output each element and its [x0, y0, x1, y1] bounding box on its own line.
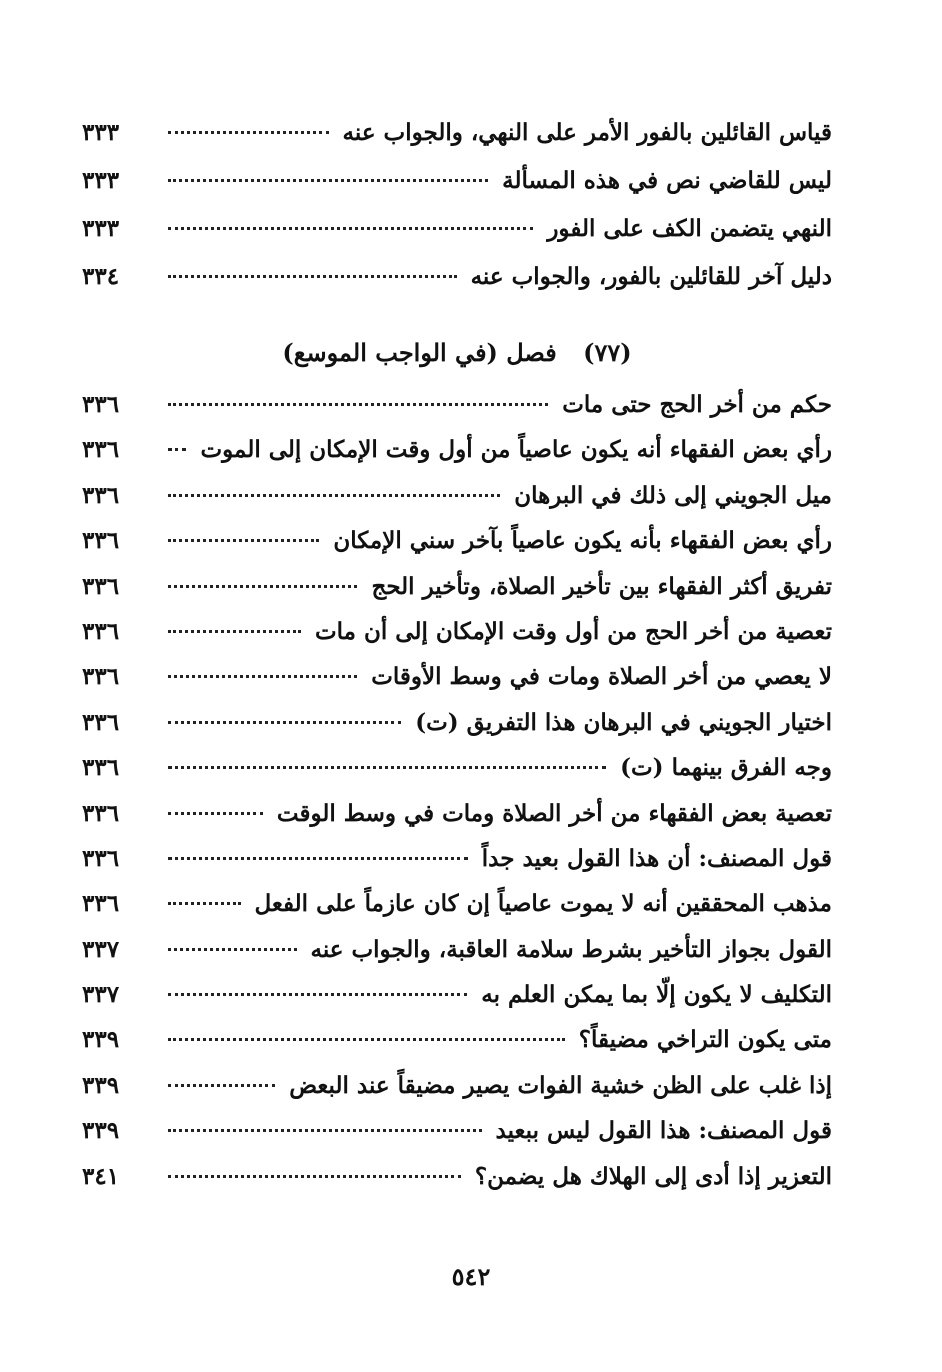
- dot-leader: [168, 585, 357, 588]
- toc-entry: [82, 753, 832, 798]
- toc-entry-page: ٣٣٦: [82, 799, 120, 827]
- dot-leader: [168, 857, 468, 860]
- dot-leader: [168, 275, 457, 278]
- toc-entry-page: ٣٣٣: [82, 119, 120, 146]
- toc-entry-title: حكم من أخر الحج حتى مات: [562, 391, 832, 418]
- toc-entry: [82, 166, 832, 214]
- toc-entry: [82, 214, 832, 262]
- toc-entry-page: ٣٣٦: [82, 391, 120, 418]
- toc-entry-page: ٣٣٦: [82, 527, 120, 555]
- toc-entry: [82, 708, 832, 753]
- toc-entry-title: تعصية من أخر الحج من أول وقت الإمكان إلى أن مات: [315, 617, 832, 645]
- toc-entry-title: رأي بعض الفقهاء بأنه يكون عاصياً بآخر سني الإمكان: [333, 527, 832, 555]
- toc-entry-page: ٣٣٤: [82, 263, 120, 290]
- toc-entry-title: التكليف لا يكون إلّا بما يمكن العلم به: [481, 981, 832, 1009]
- dot-leader: [168, 1129, 482, 1132]
- toc-entry-title: تعصية بعض الفقهاء من أخر الصلاة ومات في وسط الوقت: [276, 799, 832, 827]
- toc-entry: [82, 980, 832, 1025]
- page-number: ٥٤٢: [451, 1262, 491, 1291]
- dot-leader: [168, 721, 401, 724]
- dot-leader: [168, 448, 186, 451]
- toc-entry-title: متى يكون التراخي مضيقاً؟: [578, 1026, 832, 1054]
- toc-entry: [82, 1162, 832, 1207]
- dot-leader: [168, 179, 488, 182]
- toc-entry-page: ٣٣٣: [82, 167, 120, 194]
- dot-leader: [168, 766, 606, 769]
- dot-leader: [168, 403, 548, 406]
- toc-entry: [82, 935, 832, 980]
- toc-entry-page: ٣٣٦: [82, 663, 120, 691]
- section-number: (٧٧): [583, 338, 632, 367]
- toc-entry-page: ٣٣٦: [82, 436, 120, 464]
- toc-entry: [82, 1025, 832, 1070]
- dot-leader: [168, 993, 467, 996]
- dot-leader: [168, 227, 533, 230]
- toc-entry: [82, 526, 832, 571]
- toc-entry: [82, 481, 832, 526]
- toc-entry-title: القول بجواز التأخير بشرط سلامة العاقبة، والجواب عنه: [310, 935, 832, 963]
- toc-entry-title: إذا غلب على الظن خشية الفوات يصير مضيقاً عند البعض: [289, 1071, 832, 1099]
- toc-entry-page: ٣٣٣: [82, 215, 120, 242]
- toc-entry-title: تفريق أكثر الفقهاء بين تأخير الصلاة، وتأخير الحج: [371, 572, 832, 600]
- toc-entry: [82, 617, 832, 662]
- toc-entry-title: لا يعصي من أخر الصلاة ومات في وسط الأوقات: [371, 663, 832, 691]
- toc-entry-title: رأي بعض الفقهاء أنه يكون عاصياً من أول وقت الإمكان إلى الموت: [200, 436, 832, 464]
- toc-entry-page: ٣٣٦: [82, 481, 120, 509]
- dot-leader: [168, 675, 357, 678]
- dot-leader: [168, 948, 297, 951]
- toc-entry: [82, 118, 832, 166]
- toc-entry-title: التعزير إذا أدى إلى الهلاك هل يضمن؟: [474, 1162, 832, 1190]
- toc-entry-title: دليل آخر للقائلين بالفور، والجواب عنه: [470, 263, 832, 290]
- toc-entry-page: ٣٣٩: [82, 1026, 120, 1054]
- toc-entry-page: ٣٣٦: [82, 617, 120, 645]
- toc-entry: [82, 799, 832, 844]
- toc-entry-title: قول المصنف: أن هذا القول بعيد جداً: [481, 844, 832, 872]
- toc-entry-title: قياس القائلين بالفور الأمر على النهي، والجواب عنه: [342, 119, 832, 146]
- toc-entry: [82, 662, 832, 707]
- dot-leader: [168, 1084, 275, 1087]
- dot-leader: [168, 494, 500, 497]
- toc-entry: [82, 435, 832, 480]
- dot-leader: [168, 630, 301, 633]
- toc-entry-page: ٣٣٧: [82, 981, 120, 1009]
- dot-leader: [168, 812, 263, 815]
- toc-block-top: [82, 118, 832, 310]
- toc-entry: [82, 844, 832, 889]
- toc-entry-title: ليس للقاضي نص في هذه المسألة: [502, 167, 832, 194]
- toc-entry-page: ٣٣٦: [82, 708, 120, 736]
- toc-entry-page: ٣٣٧: [82, 935, 120, 963]
- toc-entry-page: ٣٣٦: [82, 890, 120, 918]
- toc-entry-page: ٣٣٦: [82, 754, 120, 782]
- section-heading: [82, 338, 832, 367]
- toc-entry-page: ٣٣٩: [82, 1071, 120, 1099]
- toc-entry-page: ٣٣٩: [82, 1117, 120, 1145]
- toc-entry-title: النهي يتضمن الكف على الفور: [547, 215, 832, 242]
- toc-entry-page: ٣٣٦: [82, 572, 120, 600]
- toc-entry: [82, 889, 832, 934]
- toc-entry-title: اختيار الجويني في البرهان هذا التفريق (ت): [415, 708, 832, 736]
- dot-leader: [168, 902, 241, 905]
- dot-leader: [168, 1038, 565, 1041]
- dot-leader: [168, 131, 329, 134]
- section-title: فصل (في الواجب الموسع): [282, 338, 557, 367]
- toc-entry: [82, 390, 832, 435]
- dot-leader: [168, 539, 319, 542]
- toc-entry-title: مذهب المحققين أنه لا يموت عاصياً إن كان عازماً على الفعل: [254, 890, 832, 918]
- toc-entry-title: ميل الجويني إلى ذلك في البرهان: [514, 481, 832, 509]
- toc-entry-title: وجه الفرق بينهما (ت): [620, 754, 832, 782]
- toc-entry: [82, 572, 832, 617]
- toc-entry-page: ٣٤١: [82, 1162, 120, 1190]
- toc-entry-title: قول المصنف: هذا القول ليس ببعيد: [495, 1117, 832, 1145]
- toc-entry: [82, 1071, 832, 1116]
- dot-leader: [168, 1175, 461, 1178]
- toc-entry-page: ٣٣٦: [82, 844, 120, 872]
- toc-entry: [82, 1116, 832, 1161]
- toc-entry: [82, 262, 832, 310]
- toc-block-bottom: [82, 390, 832, 1207]
